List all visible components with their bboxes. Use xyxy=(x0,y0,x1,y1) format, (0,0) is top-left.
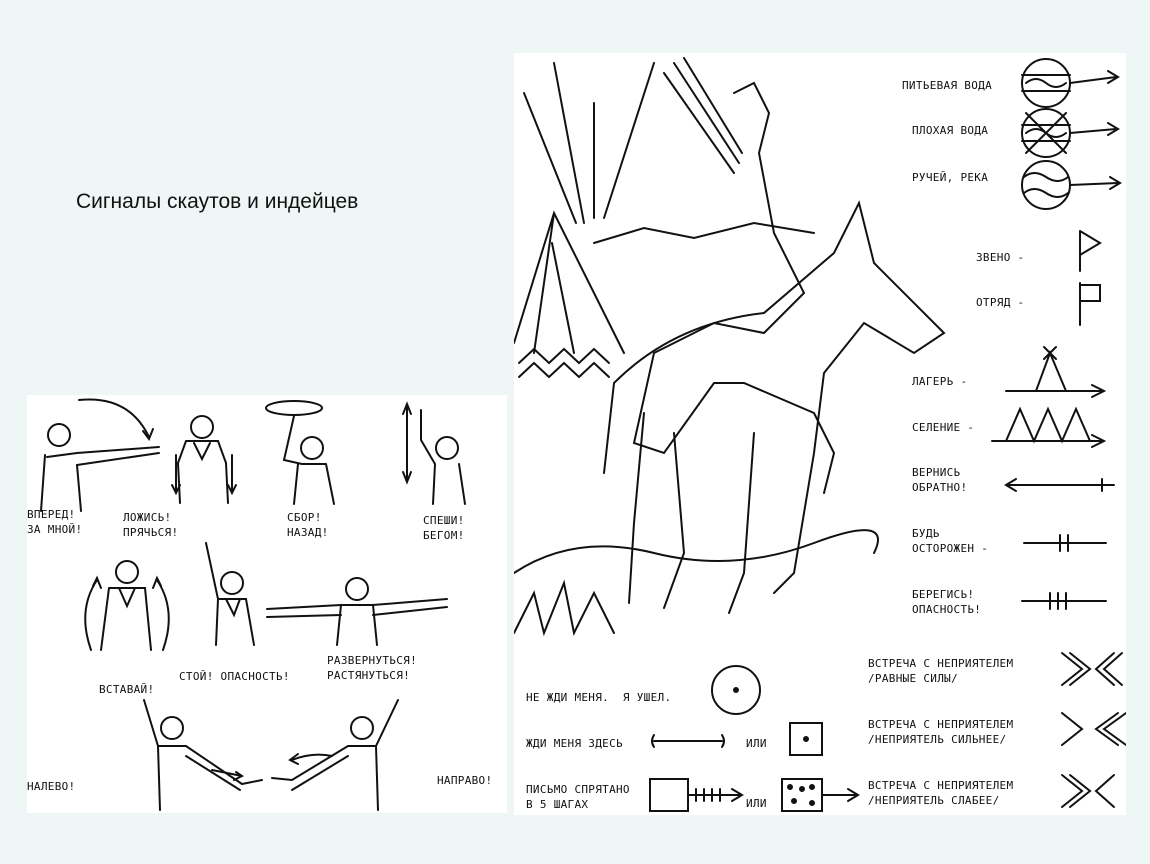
figure-right xyxy=(272,700,398,810)
gesture-label-forward: ВПЕРЕД! ЗА МНОЙ! xyxy=(27,508,83,536)
figure-forward xyxy=(41,399,159,511)
enemy-equal-icon xyxy=(1062,653,1122,685)
figure-hurry xyxy=(403,404,465,504)
bad-water-icon xyxy=(1022,109,1118,157)
sign-enemy-equal: ВСТРЕЧА С НЕПРИЯТЕЛЕМ /РАВНЫЕ СИЛЫ/ xyxy=(868,657,1014,685)
sign-caution: БУДЬ ОСТОРОЖЕН - xyxy=(912,527,989,555)
flag-squad-icon xyxy=(1080,283,1100,325)
figure-left xyxy=(144,700,262,810)
enemy-weaker-icon xyxy=(1062,775,1114,807)
sign-drinking-water: ПИТЬЕВАЯ ВОДА xyxy=(902,79,992,92)
stream-icon xyxy=(1022,161,1120,209)
slide-title: Сигналы скаутов и индейцев xyxy=(76,190,359,213)
figure-gather xyxy=(266,401,334,504)
gesture-label-stop: СТОЙ! ОПАСНОСТЬ! xyxy=(179,670,290,683)
drinking-water-icon xyxy=(1022,59,1118,107)
sign-wait-here: ЖДИ МЕНЯ ЗДЕСЬ xyxy=(526,737,623,750)
sign-squad: ОТРЯД - xyxy=(976,296,1025,309)
figure-stop xyxy=(206,543,254,645)
sign-stream: РУЧЕЙ, РЕКА xyxy=(912,171,989,184)
return-icon xyxy=(1006,479,1114,491)
enemy-stronger-icon xyxy=(1062,713,1126,745)
sign-camp: ЛАГЕРЬ - xyxy=(912,375,968,388)
figure-lie-down xyxy=(172,416,236,503)
gone-icon xyxy=(712,666,760,714)
figure-spread-out xyxy=(267,578,447,645)
sign-village: СЕЛЕНИЕ - xyxy=(912,421,975,434)
gesture-label-left: НАЛЕВО! xyxy=(27,780,76,793)
sign-enemy-stronger: ВСТРЕЧА С НЕПРИЯТЕЛЕМ /НЕПРИЯТЕЛЬ СИЛЬНЕЕ/ xyxy=(868,718,1014,746)
sign-gone: НЕ ЖДИ МЕНЯ. Я УШЕЛ. xyxy=(526,691,672,704)
sign-danger: БЕРЕГИСЬ! ОПАСНОСТЬ! xyxy=(912,588,982,616)
gesture-label-hurry: СПЕШИ! БЕГОМ! xyxy=(423,514,465,542)
flag-link-icon xyxy=(1080,231,1100,271)
gesture-illustrations xyxy=(27,395,507,813)
caution-icon xyxy=(1024,535,1106,551)
sign-enemy-weaker: ВСТРЕЧА С НЕПРИЯТЕЛЕМ /НЕПРИЯТЕЛЬ СЛАБЕЕ/ xyxy=(868,779,1014,807)
danger-icon xyxy=(1022,593,1106,609)
gesture-label-stand-up: ВСТАВАЙ! xyxy=(99,683,155,696)
or-label-1: ИЛИ xyxy=(746,737,767,750)
camp-icon xyxy=(1006,347,1104,397)
sign-return: ВЕРНИСЬ ОБРАТНО! xyxy=(912,466,968,494)
gesture-label-right: НАПРАВО! xyxy=(437,774,493,787)
or-label-2: ИЛИ xyxy=(746,797,767,810)
gesture-label-spread-out: РАЗВЕРНУТЬСЯ! РАСТЯНУТЬСЯ! xyxy=(327,654,417,682)
gesture-label-gather: СБОР! НАЗАД! xyxy=(287,511,329,539)
sign-letter-hidden: ПИСЬМО СПРЯТАНО В 5 ШАГАХ xyxy=(526,783,630,811)
gestures-panel xyxy=(27,395,507,813)
sign-bad-water: ПЛОХАЯ ВОДА xyxy=(912,124,989,137)
figure-stand-up xyxy=(85,561,169,650)
village-icon xyxy=(992,409,1104,447)
sign-link: ЗВЕНО - xyxy=(976,251,1025,264)
wait-here-icon xyxy=(652,723,822,755)
gesture-label-lie-down: ЛОЖИСЬ! ПРЯЧЬСЯ! xyxy=(123,511,179,539)
signs-panel xyxy=(514,53,1126,815)
